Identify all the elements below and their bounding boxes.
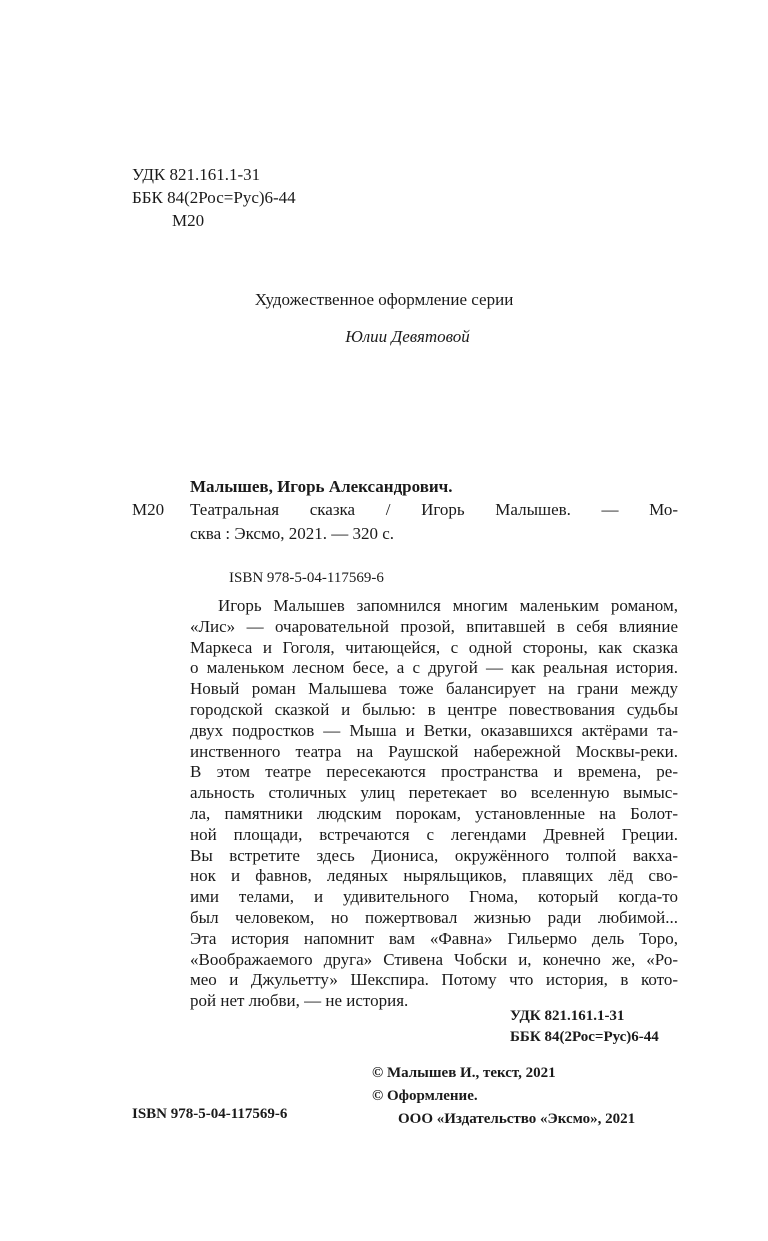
author-mark: М20 <box>172 211 205 230</box>
bottom-bbk: ББК 84(2Рос=Рус)6-44 <box>510 1029 659 1045</box>
design-credit-line: Художественное оформление серии <box>254 290 514 309</box>
udk-code: УДК 821.161.1-31 <box>132 165 261 184</box>
annotation-line: городской сказкой и былью: в центре повествования судьбы <box>190 700 678 719</box>
annotation-line: ной площади, встречаются с легендами Древней Греции. <box>190 824 678 844</box>
annotation-line: В этом театре пересекаются пространства и времена, ре- <box>190 762 678 782</box>
annotation-line: Игорь Малышев запомнился многим маленьким романом, <box>218 596 678 615</box>
annotation-line: мео и Джульетту» Шекспира. Потому что история, в кото- <box>190 970 678 990</box>
annotation-line: «Лис» — очаровательной прозой, впитавшей в себя влияние <box>190 616 678 636</box>
annotation-line: Эта история напомнит вам «Фавна» Гильермо дель Торо, <box>190 928 678 948</box>
annotation-line: Новый роман Малышева тоже балансирует на грани между <box>190 679 678 699</box>
catalog-title-line-2: сква : Эксмо, 2021. — 320 с. <box>190 524 395 543</box>
bottom-udk: УДК 821.161.1-31 <box>510 1008 625 1024</box>
catalog-author-mark: М20 <box>132 500 165 519</box>
annotation-line: «Воображаемого друга» Стивена Чобски и, конечно же, «Ро- <box>190 949 678 969</box>
catalog-isbn: ISBN 978-5-04-117569-6 <box>229 570 384 586</box>
annotation-line: о маленьком лесном бесе, а с другой — как реальная история. <box>190 658 678 678</box>
annotation-line: альность столичных улиц перетекает во вселенную вымыс- <box>190 783 678 803</box>
copyright-publisher: ООО «Издательство «Эксмо», 2021 <box>398 1111 636 1127</box>
annotation-line: нок и фавнов, ледяных ныряльщиков, плавящих лёд сво- <box>190 866 678 886</box>
annotation-line: рой нет любви, — не история. <box>190 991 409 1011</box>
annotation-line: инственного театра на Раушской набережной Москвы-реки. <box>190 741 678 761</box>
annotation-line: Маркеса и Гоголя, читающейся, с одной стороны, как сказка <box>190 637 678 657</box>
copyright-design: © Оформление. <box>372 1088 478 1104</box>
annotation-line: был человеком, но пожертвовал жизнью ради любимой... <box>190 908 678 927</box>
bbk-code: ББК 84(2Рос=Рус)6-44 <box>132 188 296 207</box>
annotation-line: Вы встретите здесь Диониса, окружённого толпой вакха- <box>190 845 678 865</box>
catalog-title-line-1: Театральная сказка / Игорь Малышев. — Мо- <box>190 500 678 519</box>
annotation-line: ими телами, и удивительного Гнома, который когда-то <box>190 887 678 907</box>
catalog-author: Малышев, Игорь Александрович. <box>190 477 453 496</box>
isbn-bottom: ISBN 978-5-04-117569-6 <box>132 1106 288 1122</box>
designer-name: Юлии Девятовой <box>345 327 470 346</box>
annotation-line: ла, памятники людским порокам, установленные на Болот- <box>190 804 678 823</box>
annotation-line: двух подростков — Мыша и Ветки, оказавшихся актёрами та- <box>190 720 678 740</box>
copyright-text: © Малышев И., текст, 2021 <box>372 1065 556 1081</box>
